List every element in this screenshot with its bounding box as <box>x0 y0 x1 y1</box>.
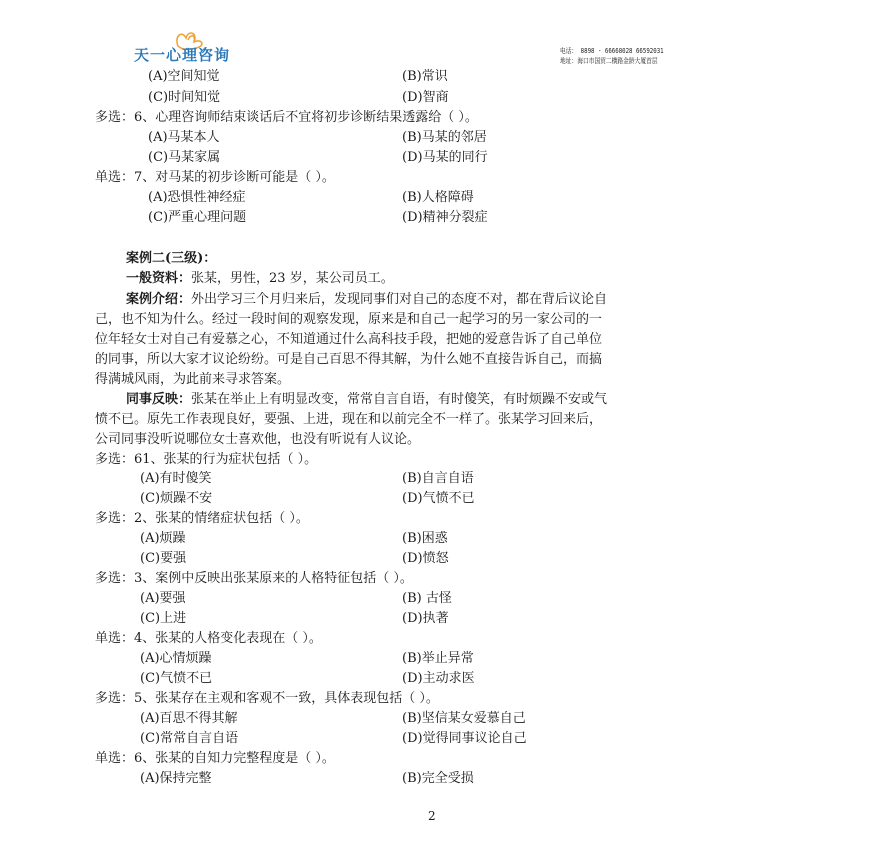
general-info: 一般资料：张某，男性，23 岁，某公司员工。 <box>126 271 394 286</box>
option-c: (C)要强 <box>140 551 187 566</box>
option-a: (A)空间知觉 <box>148 69 220 84</box>
option-c: (C)上进 <box>140 611 187 626</box>
option-a: (A)恐惧性神经症 <box>148 190 246 205</box>
option-b: (B)自言自语 <box>402 471 474 486</box>
case-title: 案例二(三级)： <box>126 251 217 266</box>
option-b: (B) 古怪 <box>402 591 452 606</box>
option-a: (A)心情烦躁 <box>140 651 212 666</box>
option-d: (D)觉得同事议论自己 <box>402 731 527 746</box>
option-a: (A)烦躁 <box>140 531 186 546</box>
option-d: (D)愤怒 <box>402 551 449 566</box>
intro-line: 得满城风雨，为此前来寻求答案。 <box>95 372 291 387</box>
question-stem: 多选：6、心理咨询师结束谈话后不宜将初步诊断结果透露给（ ）。 <box>95 110 478 125</box>
option-c: (C)马某家属 <box>148 150 221 165</box>
question-stem: 多选：2、张某的情绪症状包括（ ）。 <box>95 511 309 526</box>
option-d: (D)主动求医 <box>402 671 475 686</box>
option-a: (A)百思不得其解 <box>140 711 238 726</box>
intro-line: 位年轻女士对自己有爱慕之心，不知道通过什么高科技手段，把她的爱意告诉了自己单位 <box>95 332 603 347</box>
option-d: (D)执著 <box>402 611 449 626</box>
page-number: 2 <box>428 809 436 823</box>
contact-address: 地址：海口市国贸二横路金龄大厦首层 <box>560 57 658 65</box>
option-c: (C)严重心理问题 <box>148 210 247 225</box>
option-b: (B)困惑 <box>402 531 448 546</box>
logo-text: 天一心理咨询 <box>134 46 231 64</box>
option-a: (A)要强 <box>140 591 186 606</box>
option-d: (D)智商 <box>402 90 449 105</box>
option-c: (C)气愤不已 <box>140 671 213 686</box>
option-b: (B)坚信某女爱慕自己 <box>402 711 526 726</box>
option-a: (A)保持完整 <box>140 771 212 786</box>
feedback-line: 公司同事没听说哪位女士喜欢他，也没有听说有人议论。 <box>95 432 421 447</box>
question-stem: 多选：61、张某的行为症状包括（ ）。 <box>95 452 318 467</box>
option-c: (C)烦躁不安 <box>140 491 213 506</box>
question-stem: 单选：6、张某的自知力完整程度是（ ）。 <box>95 751 335 766</box>
option-b: (B)人格障碍 <box>402 190 474 205</box>
question-stem: 多选：3、案例中反映出张某原来的人格特征包括（ ）。 <box>95 571 413 586</box>
option-b: (B)常识 <box>402 69 448 84</box>
intro-line: 案例介绍：外出学习三个月归来后，发现同事们对自己的态度不对，都在背后议论自 <box>126 292 608 307</box>
intro-line: 的同事，所以大家才议论纷纷。可是自己百思不得其解，为什么她不直接告诉自己，而搞 <box>95 352 603 367</box>
option-d: (D)精神分裂症 <box>402 210 488 225</box>
option-b: (B)马某的邻居 <box>402 130 487 145</box>
intro-line: 己，也不知为什么。经过一段时间的观察发现，原来是和自己一起学习的另一家公司的一 <box>95 312 603 327</box>
option-c: (C)时间知觉 <box>148 90 221 105</box>
option-d: (D)马某的同行 <box>402 150 488 165</box>
feedback-line: 同事反映：张某在举止上有明显改变，常常自言自语，有时傻笑，有时烦躁不安或气 <box>126 392 608 407</box>
question-stem: 多选：5、张某存在主观和客观不一致，具体表现包括（ ）。 <box>95 691 439 706</box>
feedback-line: 愤不已。原先工作表现良好，要强、上进，现在和以前完全不一样了。张某学习回来后， <box>95 412 603 427</box>
option-d: (D)气愤不已 <box>402 491 475 506</box>
option-c: (C)常常自言自语 <box>140 731 239 746</box>
option-b: (B)完全受损 <box>402 771 474 786</box>
option-a: (A)马某本人 <box>148 130 220 145</box>
contact-phone: 电话： 8898 - 66668028 66592031 <box>560 47 664 55</box>
option-a: (A)有时傻笑 <box>140 471 212 486</box>
question-stem: 单选：7、对马某的初步诊断可能是（ ）。 <box>95 170 335 185</box>
option-b: (B)举止异常 <box>402 651 474 666</box>
question-stem: 单选：4、张某的人格变化表现在（ ）。 <box>95 631 322 646</box>
